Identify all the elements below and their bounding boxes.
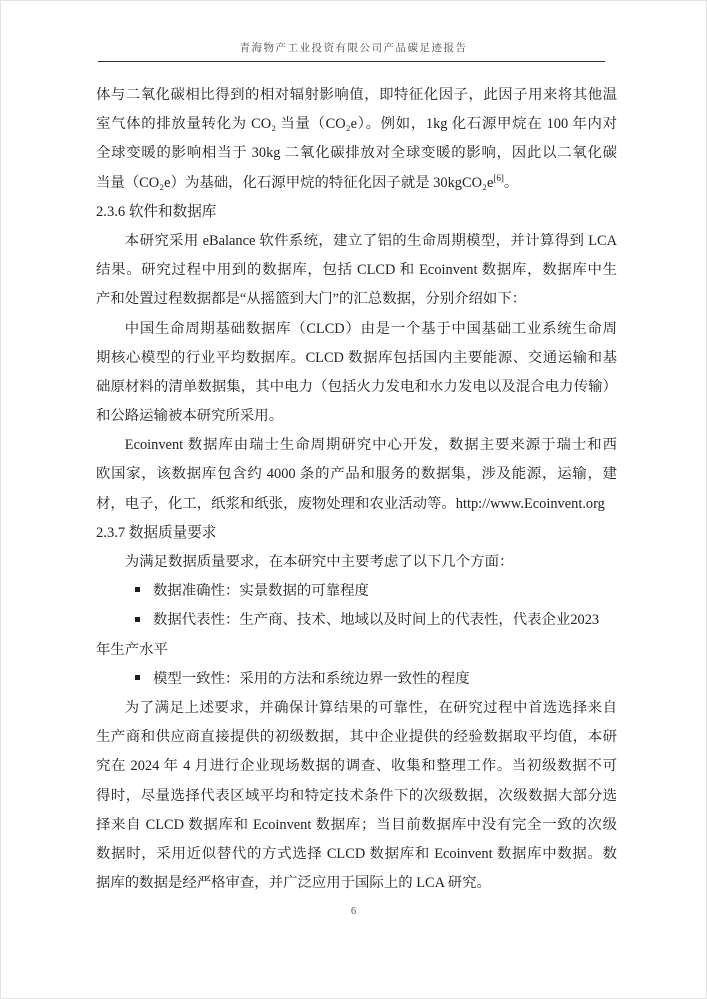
section-heading-2-3-7: 2.3.7 数据质量要求 (96, 524, 217, 541)
list-item-consistency (96, 665, 617, 694)
paragraph-line: 和公路运输被本研究所采用。 (96, 408, 284, 425)
paragraph-text: 。 (503, 174, 519, 191)
paragraph-line: 为满足数据质量要求，在本研究中主要考虑了以下几个方面： (124, 554, 514, 570)
paragraph-line: 生产商和供应商直接提供的初级数据，其中企业提供的经验数据取平均值，本研 (96, 729, 617, 746)
paragraph-line: 材，电子，化工，纸浆和纸张，废物处理和农业活动等。http://www.Ecoinvent.org (96, 495, 605, 512)
paragraph-line: 本研究采用 eBalance 软件系统，建立了铝的生命周期模型，并计算得到 LCA (124, 232, 617, 249)
paragraph-line: 结果。研究过程中用到的数据库，包括 CLCD 和 Ecoinvent 数据库，数据库中生 (96, 262, 617, 279)
section-heading-2-3-6: 2.3.6 软件和数据库 (96, 203, 217, 220)
paragraph-line: 择来自 CLCD 数据库和 Ecoinvent 数据库；当目前数据库中没有完全一致的次级 (96, 816, 617, 833)
citation-ref: [6] (493, 172, 504, 183)
square-bullet-icon (135, 675, 140, 680)
page-number: 6 (350, 906, 357, 917)
paragraph-line: 体与二氧化碳相比得到的相对辐射影响值，即特征化因子，此因子用来将其他温 (96, 87, 617, 103)
paragraph-line: 为了满足上述要求，并确保计算结果的可靠性，在研究过程中首选选择来自 (124, 699, 617, 716)
list-item-representativeness (96, 606, 617, 635)
paragraph-line: 得时，尽量选择代表区域平均和特定技术条件下的次级数据，次级数据大部分选 (96, 787, 617, 804)
paragraph-line: 础原材料的清单数据集，其中电力（包括火力发电和水力发电以及混合电力传输） (96, 378, 617, 395)
paragraph-text: 当量（CO₂e）为基础，化石源甲烷的特征化因子就是 30kgCO₂e (96, 174, 494, 191)
paragraph-line: 产和处置过程数据都是“从摇篮到大门”的汇总数据，分别介绍如下： (96, 291, 527, 308)
page-header-title: 青海物产工业投资有限公司产品碳足迹报告 (239, 43, 468, 54)
header-rule (98, 61, 605, 62)
list-item-accuracy (96, 577, 617, 606)
square-bullet-icon (135, 587, 140, 592)
list-item-text: 数据准确性：实景数据的可靠程度 (153, 583, 369, 600)
paragraph-line: 欧国家，该数据库包含约 4000 条的产品和服务的数据集，涉及能源，运输，建 (96, 466, 617, 483)
paragraph-line: 中国生命周期基础数据库（CLCD）由是一个基于中国基础工业系统生命周 (124, 320, 617, 337)
list-item-wrap-line: 年生产水平 (96, 641, 168, 658)
paragraph-line: 数据时，采用近似替代的方式选择 CLCD 数据库和 Ecoinvent 数据库中数据。数 (96, 845, 617, 862)
list-item-text: 模型一致性：采用的方法和系统边界一致性的程度 (153, 670, 470, 687)
page-body (96, 81, 617, 898)
paragraph-line (96, 169, 617, 198)
paragraph-line: 究在 2024 年 4 月进行企业现场数据的调查、收集和整理工作。当初级数据不可 (96, 758, 617, 775)
paragraph-line: 期核心模型的行业平均数据库。CLCD 数据库包括国内主要能源、交通运输和基 (96, 349, 617, 366)
square-bullet-icon (135, 617, 140, 622)
paragraph-line: Ecoinvent 数据库由瑞士生命周期研究中心开发，数据主要来源于瑞士和西 (124, 437, 617, 454)
paragraph-line: 据库的数据是经严格审查，并广泛应用于国际上的 LCA 研究。 (96, 875, 491, 892)
list-item-text: 数据代表性：生产商、技术、地域以及时间上的代表性，代表企业2023 (153, 612, 600, 629)
paragraph-line: 全球变暖的影响相当于 30kg 二氧化碳排放对全球变暖的影响，因此以二氧化碳 (96, 145, 617, 162)
paragraph-line: 室气体的排放量转化为 CO₂ 当量（CO₂e）。例如，1kg 化石源甲烷在 100 年内对 (96, 116, 617, 133)
